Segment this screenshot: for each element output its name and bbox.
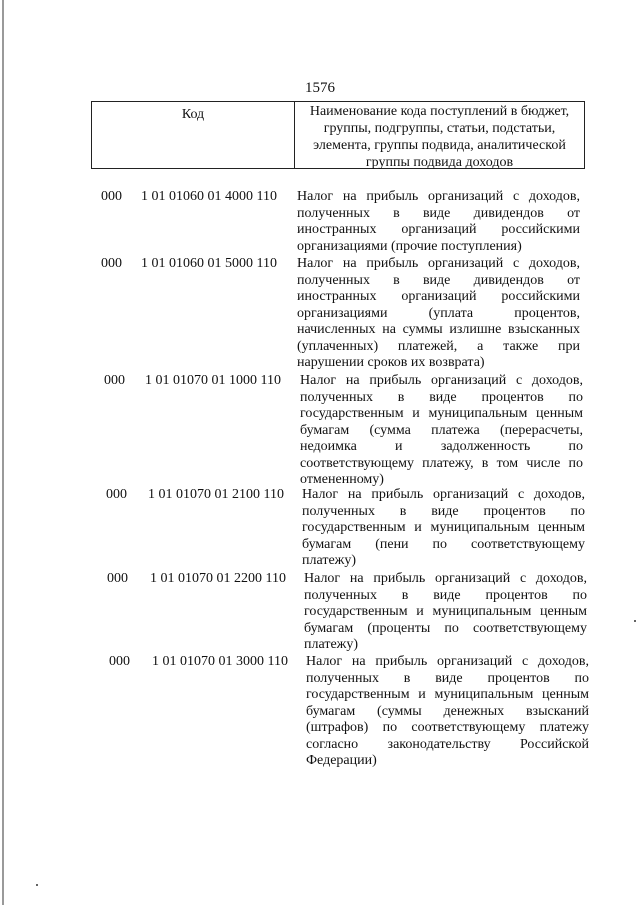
row-code: 1 01 01060 01 4000 110 (141, 189, 277, 204)
row-prefix: 000 (101, 256, 122, 271)
header-name-line: элемента, группы подвида, аналитической (313, 138, 566, 153)
row-description-line: Налог на прибыль организаций с доходов, (304, 571, 587, 586)
row-description-line: Налог на прибыль организаций с доходов, (300, 373, 583, 388)
header-code-label: Код (181, 107, 205, 122)
row-description-line: полученных в виде дивидендов от (297, 272, 580, 288)
row-description (304, 571, 587, 654)
row-prefix: 000 (101, 189, 122, 204)
row-prefix: 000 (106, 487, 127, 502)
row-description-line: платежу) (302, 553, 356, 568)
row-description-line: государственным и муниципальным ценным (302, 520, 585, 535)
header-name-cell (295, 103, 584, 171)
row-description-line: бумагам (пени по соответствующему (302, 536, 585, 552)
row-description (297, 189, 580, 255)
row-description-line: государственным и муниципальным ценным (300, 406, 583, 421)
row-description-line: организациями (уплата процентов, (297, 305, 580, 321)
row-description-line: бумагам (сумма платежа (перерасчеты, (300, 422, 583, 438)
row-description-line: платежу) (304, 637, 358, 652)
row-description-line: соответствующему платежу, в том числе по (300, 455, 583, 471)
row-description-line: иностранных организаций российскими (297, 222, 580, 237)
row-description-line: (уплаченных) платежей, а также при (297, 338, 580, 354)
page-number: 1576 (305, 80, 335, 96)
row-description (300, 373, 583, 489)
row-description-line: бумагам (проценты по соответствующему (304, 620, 587, 636)
row-description-line: полученных в виде процентов по (302, 503, 585, 519)
scan-speck (634, 620, 636, 622)
row-description-line: иностранных организаций российскими (297, 289, 580, 304)
row-description-line: полученных в виде дивидендов от (297, 205, 580, 221)
row-description (302, 487, 585, 570)
row-description-line: бумагам (суммы денежных взысканий (306, 703, 589, 719)
header-name-line: группы, подгруппы, статьи, подстатьи, (323, 121, 556, 136)
row-description-line: Налог на прибыль организаций с доходов, (297, 189, 580, 204)
row-description-line: отмененному) (300, 472, 384, 487)
row-prefix: 000 (109, 654, 130, 669)
row-description-line: Налог на прибыль организаций с доходов, (306, 654, 589, 669)
row-description-line: Налог на прибыль организаций с доходов, (297, 256, 580, 271)
page-edge (2, 0, 4, 905)
row-description-line: (штрафов) по соответствующему платежу (306, 720, 589, 735)
row-description-line: полученных в виде процентов по (300, 389, 583, 405)
row-description-line: Федерации) (306, 753, 377, 768)
row-description (297, 256, 580, 372)
row-code: 1 01 01060 01 5000 110 (141, 256, 277, 271)
row-description-line: начисленных на суммы излишне взысканных (297, 322, 580, 337)
row-code: 1 01 01070 01 2100 110 (148, 487, 284, 502)
row-description-line: нарушении сроков их возврата) (297, 355, 485, 370)
row-prefix: 000 (107, 571, 128, 586)
row-description-line: недоимка и задолженность по (300, 439, 583, 454)
row-description-line: полученных в виде процентов по (304, 587, 587, 603)
table-header (91, 101, 585, 169)
row-code: 1 01 01070 01 3000 110 (152, 654, 288, 669)
scan-speck (36, 884, 38, 886)
header-name-line: Наименование кода поступлений в бюджет, (309, 104, 570, 119)
row-description-line: полученных в виде процентов по (306, 670, 589, 686)
row-code: 1 01 01070 01 1000 110 (145, 373, 281, 388)
row-description (306, 654, 589, 770)
row-description-line: согласно законодательству Российской (306, 736, 589, 752)
row-description-line: Налог на прибыль организаций с доходов, (302, 487, 585, 502)
header-name-line: группы подвида доходов (365, 155, 514, 170)
header-code-cell (92, 102, 295, 168)
row-description-line: государственным и муниципальным ценным (306, 687, 589, 702)
row-description-line: организациями (прочие поступления) (297, 238, 522, 254)
row-code: 1 01 01070 01 2200 110 (150, 571, 286, 586)
row-prefix: 000 (104, 373, 125, 388)
row-description-line: государственным и муниципальным ценным (304, 604, 587, 619)
